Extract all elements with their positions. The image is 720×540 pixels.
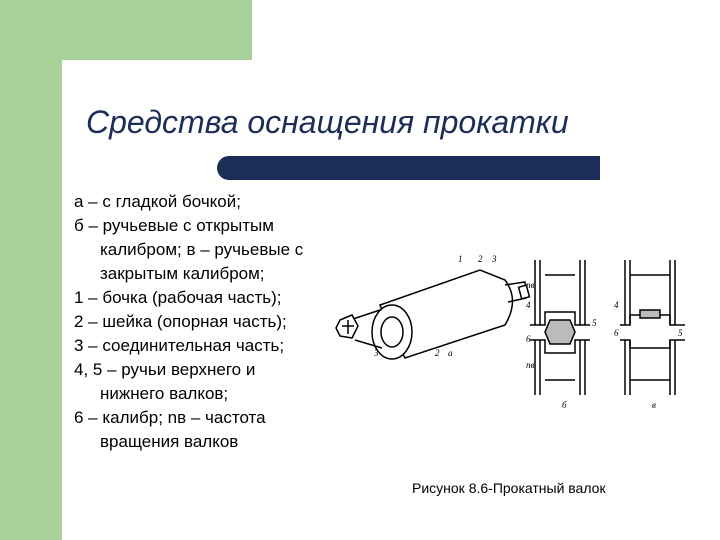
figure-label: 5 <box>678 328 683 338</box>
rolling-roll-figure <box>330 240 700 420</box>
figure-label: 4 <box>526 300 531 310</box>
smooth-roll-drawing <box>336 270 529 359</box>
figure-label: 3 <box>492 254 497 264</box>
figure-label: 2 <box>478 254 483 264</box>
legend-line: 1 – бочка (рабочая часть); <box>74 288 282 307</box>
legend-line: 3 – соединительная часть; <box>74 336 285 355</box>
legend-line: 2 – шейка (опорная часть); <box>74 312 287 331</box>
legend-line: калибром; в – ручьевые с <box>100 240 304 259</box>
legend-line: нижнего валков; <box>100 384 229 403</box>
legend-line: а – с гладкой бочкой; <box>74 192 241 211</box>
figure-label: в <box>652 400 656 410</box>
legend-line: 4, 5 – ручьи верхнего и <box>74 360 256 379</box>
figure-label: 2 <box>435 348 440 358</box>
figure-label: 1 <box>458 254 463 264</box>
figure-label: nв <box>526 280 535 290</box>
legend-line: 6 – калибр; nв – частота <box>74 408 266 427</box>
figure-caption: Рисунок 8.6-Прокатный валок <box>412 480 606 496</box>
legend-line: закрытым калибром; <box>100 264 265 283</box>
figure-label: 6 <box>614 328 619 338</box>
figure-label: 4 <box>614 300 619 310</box>
figure-label: а <box>448 348 453 358</box>
figure-label: б <box>562 400 567 410</box>
legend-line: б – ручьевые с открытым <box>74 216 274 235</box>
figure-label: 3 <box>374 348 379 358</box>
legend-text <box>74 190 349 454</box>
figure-label: 6 <box>526 334 531 344</box>
slide-title: Средства оснащения прокатки <box>86 104 569 140</box>
open-pass-roll-drawing <box>530 260 590 395</box>
legend-line: вращения валков <box>100 432 239 451</box>
closed-pass-roll-drawing <box>620 260 685 395</box>
figure-label: nв <box>526 360 535 370</box>
figure-label: 5 <box>592 318 597 328</box>
